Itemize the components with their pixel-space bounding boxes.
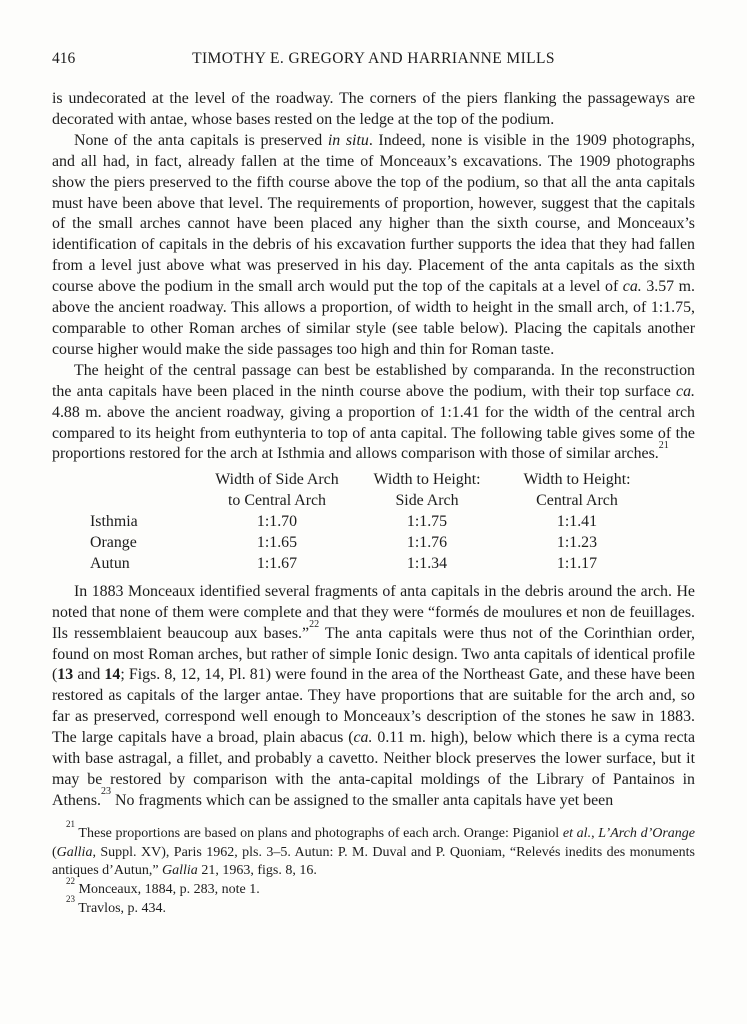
table-row: [90, 533, 652, 554]
table-cell: 1:1.41: [556, 513, 598, 531]
running-title: TIMOTHY E. GREGORY AND HARRIANNE MILLS: [192, 50, 555, 67]
footnote: [52, 819, 696, 881]
table-cell: 1:1.76: [406, 534, 448, 552]
table-header-empty: [90, 470, 202, 512]
text-run: No fragments which can be assigned to the smaller anta capitals have yet been: [111, 791, 614, 809]
footnote-ref: 21: [658, 439, 669, 451]
text-run: is undecorated at the level of the roadway. The corners of the piers flanking the passageways are decorated with antae, whose bases rested on the ledge at the top of the podium.: [52, 90, 695, 128]
text-run: 4.88 m. above the ancient roadway, giving a proportion of 1:1.41 for the width of the central arch compared to its height from euthynteria to top of anta capital. The following table gives some of the proportions restored for the arch at Isthmia and allows comparison with those of similar arches.: [52, 403, 695, 463]
table-header-line: Width to Height:: [373, 471, 481, 489]
text-run: ; Figs. 8, 12, 14, Pl. 81) were found in the area of the Northeast Gate, and these have been restored as capitals of the larger antae. They have proportions that are suitable for the arch and, so far as preserved, correspond well enough to Monceaux’s description of the stones he saw in 1883. The large capitals have a broad, plain abacus (: [52, 666, 695, 747]
table-row: [90, 512, 652, 533]
table-header-cell: [502, 470, 652, 512]
table-cell: 1:1.65: [256, 534, 298, 552]
table-cell: 1:1.70: [256, 513, 298, 531]
row-label: Autun: [90, 554, 130, 572]
row-label: Orange: [90, 534, 137, 552]
text-run: L’Arch d’Orange: [598, 825, 696, 841]
text-run: (: [52, 844, 57, 860]
paragraph: [52, 89, 695, 131]
text-run: 13: [57, 666, 74, 684]
text-run: 3.57 m. above the ancient roadway. This allows a proportion, of width to height in the small arch, of 1:1.75, comparable to other Roman arches of similar style (see table below). Placing the capitals another course higher would make the side passages too high and thin for Roman taste.: [52, 278, 696, 358]
text-run: Gallia: [162, 863, 198, 879]
text-run: These proportions are based on plans and photographs of each arch. Orange: Piganiol: [75, 825, 563, 841]
table-header-line: to Central Arch: [228, 492, 326, 510]
text-run: In 1883 Monceaux identified several fragments of anta capitals in the debris around the arch. He noted that none of them were complete and that they were “formés de moulures et non de feuillages. Ils ressemblaient beaucoup aux bases.”: [52, 582, 695, 642]
page-number: 416: [52, 50, 76, 67]
table-header-line: Width of Side Arch: [215, 471, 339, 489]
text-run: et al.: [562, 825, 592, 841]
table-cell: 1:1.75: [406, 513, 448, 531]
paragraph: [52, 131, 695, 361]
footnote: [52, 875, 695, 900]
text-run: 14: [104, 666, 121, 684]
footnotes: [52, 819, 696, 919]
text-run: Travlos, p. 434.: [75, 901, 167, 916]
footnote-ref: 23: [101, 786, 111, 798]
text-run: 0.11 m. high), below which there is a cyma recta with base astragal, a fillet, and probably a cavetto. Neither block preserves the lower surface, but it may be restored by comparison with the anta-capital moldings of the Library of Pantainos in Athens.: [52, 729, 695, 809]
table-cell: 1:1.67: [256, 554, 298, 572]
text-run: 21, 1963, figs. 8, 16.: [197, 863, 317, 879]
text-run: and: [73, 666, 105, 684]
table-cell: 1:1.23: [556, 534, 598, 552]
footnote: [52, 894, 695, 919]
footnote-marker: 23: [66, 894, 75, 905]
text-run: , Suppl. XV), Paris 1962, pls. 3–5. Autun: P. M. Duval and P. Quoniam, “Relevés inedits des monuments antiques d’Autun,”: [52, 844, 695, 879]
article-body: [52, 89, 695, 812]
text-run: ca.: [676, 382, 695, 400]
footnote-ref: 22: [309, 618, 320, 630]
footnote-marker: 21: [66, 819, 75, 830]
paragraph: [52, 582, 695, 812]
row-label: Isthmia: [90, 513, 138, 531]
text-run: ,: [591, 825, 599, 841]
table-cell: 1:1.17: [556, 554, 598, 572]
footnote-marker: 22: [66, 875, 75, 886]
table-header-cell: [352, 470, 502, 512]
table-cell: 1:1.34: [406, 554, 448, 572]
proportions-table: [90, 470, 652, 575]
text-run: None of the anta capitals is preserved: [74, 131, 328, 149]
text-run: . Indeed, none is visible in the 1909 photographs, and all had, in fact, already fallen at the time of Monceaux’s excavations. The 1909 photographs show the piers preserved to the fifth course above the top of the podium, so that all the anta capitals must have been above that level. The requirements of proportion, however, suggest that the capitals of the small arches cannot have been placed any higher than the sixth course, and Monceaux’s identification of capitals in the debris of his excavation further supports the idea that they had fallen from a level just above what was preserved in his day. Placement of the anta capitals as the sixth course above the podium in the small arch would put the top of the capitals at a level of: [52, 131, 695, 296]
text-run: ca.: [353, 729, 373, 747]
text-run: The anta capitals were thus not of the Corinthian order, found on most Roman arches, but rather of simple Ionic design. Two anta capitals of identical profile (: [52, 624, 695, 684]
table-header-line: Central Arch: [536, 492, 618, 510]
table-header-line: Width to Height:: [523, 471, 631, 489]
text-run: Monceaux, 1884, p. 283, note 1.: [75, 882, 260, 898]
text-run: The height of the central passage can best be established by comparanda. In the reconstruction the anta capitals have been placed in the ninth course above the podium, with their top surface: [52, 361, 695, 400]
table-row: [90, 554, 652, 575]
table-header-row: [90, 470, 652, 512]
text-run: in situ: [327, 131, 369, 149]
paragraph: [52, 361, 695, 466]
text-run: Gallia: [56, 844, 93, 860]
table-header-line: Side Arch: [395, 492, 459, 510]
running-header: [52, 50, 695, 68]
text-run: ca.: [622, 278, 642, 296]
table-header-cell: [202, 470, 352, 512]
